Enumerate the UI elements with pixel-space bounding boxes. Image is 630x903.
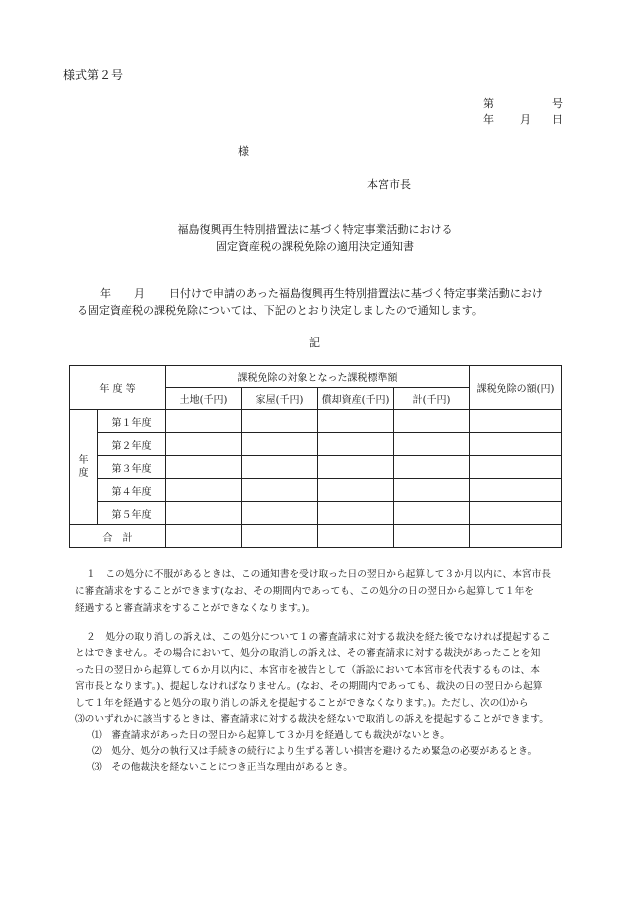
total-row-label: 合 計 [70,525,166,548]
addressee-suffix: 様 [238,145,249,158]
title-line-1: 福島復興再生特別措置法に基づく特定事業活動における [177,223,453,236]
body-line-1: 日付けで申請のあった福島復興再生特別措置法に基づく特定事業活動におけ [169,287,543,300]
note-1-line-2: に審査請求をすることができます(なお、その期間内であっても、この処分の日の翌日から起算して１年を [75,586,534,597]
cell [166,433,242,456]
row-group-label: 年度 [70,410,98,525]
cell [166,502,242,525]
cell [470,456,562,479]
cell [166,456,242,479]
cell [166,410,242,433]
cell [394,433,470,456]
cell [242,433,318,456]
note-2-item-3: ⑶ その他裁決を経ないことにつき正当な理由があるとき。 [92,762,353,773]
date-year-label: 年 [483,113,494,126]
row-label-year-1: 第１年度 [98,410,166,433]
cell [318,479,394,502]
cell [394,525,470,548]
body-line-2: る固定資産税の課税免除については、下記のとおり決定しましたので通知します。 [77,304,483,317]
cell [166,525,242,548]
cell [318,525,394,548]
note-2-line-1: ２ 処分の取り消しの訴えは、この処分について１の審査請求に対する裁決を経た後でなければ提起するこ [86,632,551,643]
issuer: 本宮市長 [367,178,411,191]
cell [470,525,562,548]
cell [470,479,562,502]
note-2-line-4: 宮市長となります。)、提起しなければなりません。(なお、その期間内であっても、裁決の日の翌日から起算 [75,681,543,692]
header-depreciable: 償却資産(千円) [318,388,394,410]
row-label-year-2: 第２年度 [98,433,166,456]
cell [318,456,394,479]
cell [470,410,562,433]
cell [470,502,562,525]
cell [470,433,562,456]
cell [242,456,318,479]
cell [394,479,470,502]
cell [242,410,318,433]
note-2-line-2: とはできません。その場合において、処分の取消しの訴えは、その審査請求に対する裁決があったことを知 [75,648,541,659]
ki-label: 記 [309,336,320,349]
note-2-item-2: ⑵ 処分、処分の執行又は手続きの続行により生ずる著しい損害を避けるため緊急の必要があるとき。 [92,746,538,757]
note-1-line-3: 経過すると審査請求をすることができなくなります。)。 [75,603,316,614]
doc-number-prefix: 第 [483,97,494,110]
note-2-line-3: った日の翌日から起算して６か月以内に、本宮市を被告として（訴訟において本宮市を代表するものは、本 [75,665,540,676]
header-exempt-amount: 課税免除の額(円) [470,366,562,410]
cell [242,479,318,502]
body-date-month: 月 [134,287,145,300]
cell [318,433,394,456]
header-total-amount: 計(千円) [394,388,470,410]
cell [318,502,394,525]
date-day-label: 日 [552,113,563,126]
doc-number-suffix: 号 [552,97,563,110]
row-label-year-3: 第３年度 [98,456,166,479]
cell [394,456,470,479]
note-2-line-5: して１年を経過すると処分の取り消しの訴えを提起することができなくなります。)。ただし、次の⑴から [75,698,529,709]
cell [166,479,242,502]
note-2-line-6: ⑶のいずれかに該当するときは、審査請求に対する裁決を経ないで取消しの訴えを提起することができます。 [75,714,549,725]
cell [242,502,318,525]
note-2-item-1: ⑴ 審査請求があった日の翌日から起算して３か月を経過しても裁決がないとき。 [92,730,450,741]
header-taxable-base: 課税免除の対象となった課税標準額 [166,366,470,388]
header-period: 年 度 等 [70,366,166,410]
header-land: 土地(千円) [166,388,242,410]
row-label-year-5: 第５年度 [98,502,166,525]
exemption-table [69,365,562,548]
cell [394,502,470,525]
header-building: 家屋(千円) [242,388,318,410]
note-1-line-1: １ この処分に不服があるときは、この通知書を受け取った日の翌日から起算して３か月以内に、本宮市長 [86,569,551,580]
cell [394,410,470,433]
cell [318,410,394,433]
row-label-year-4: 第４年度 [98,479,166,502]
cell [242,525,318,548]
title-line-2: 固定資産税の課税免除の適用決定通知書 [216,240,414,253]
form-number: 様式第２号 [63,68,124,82]
body-date-year: 年 [100,287,111,300]
date-month-label: 月 [520,113,531,126]
